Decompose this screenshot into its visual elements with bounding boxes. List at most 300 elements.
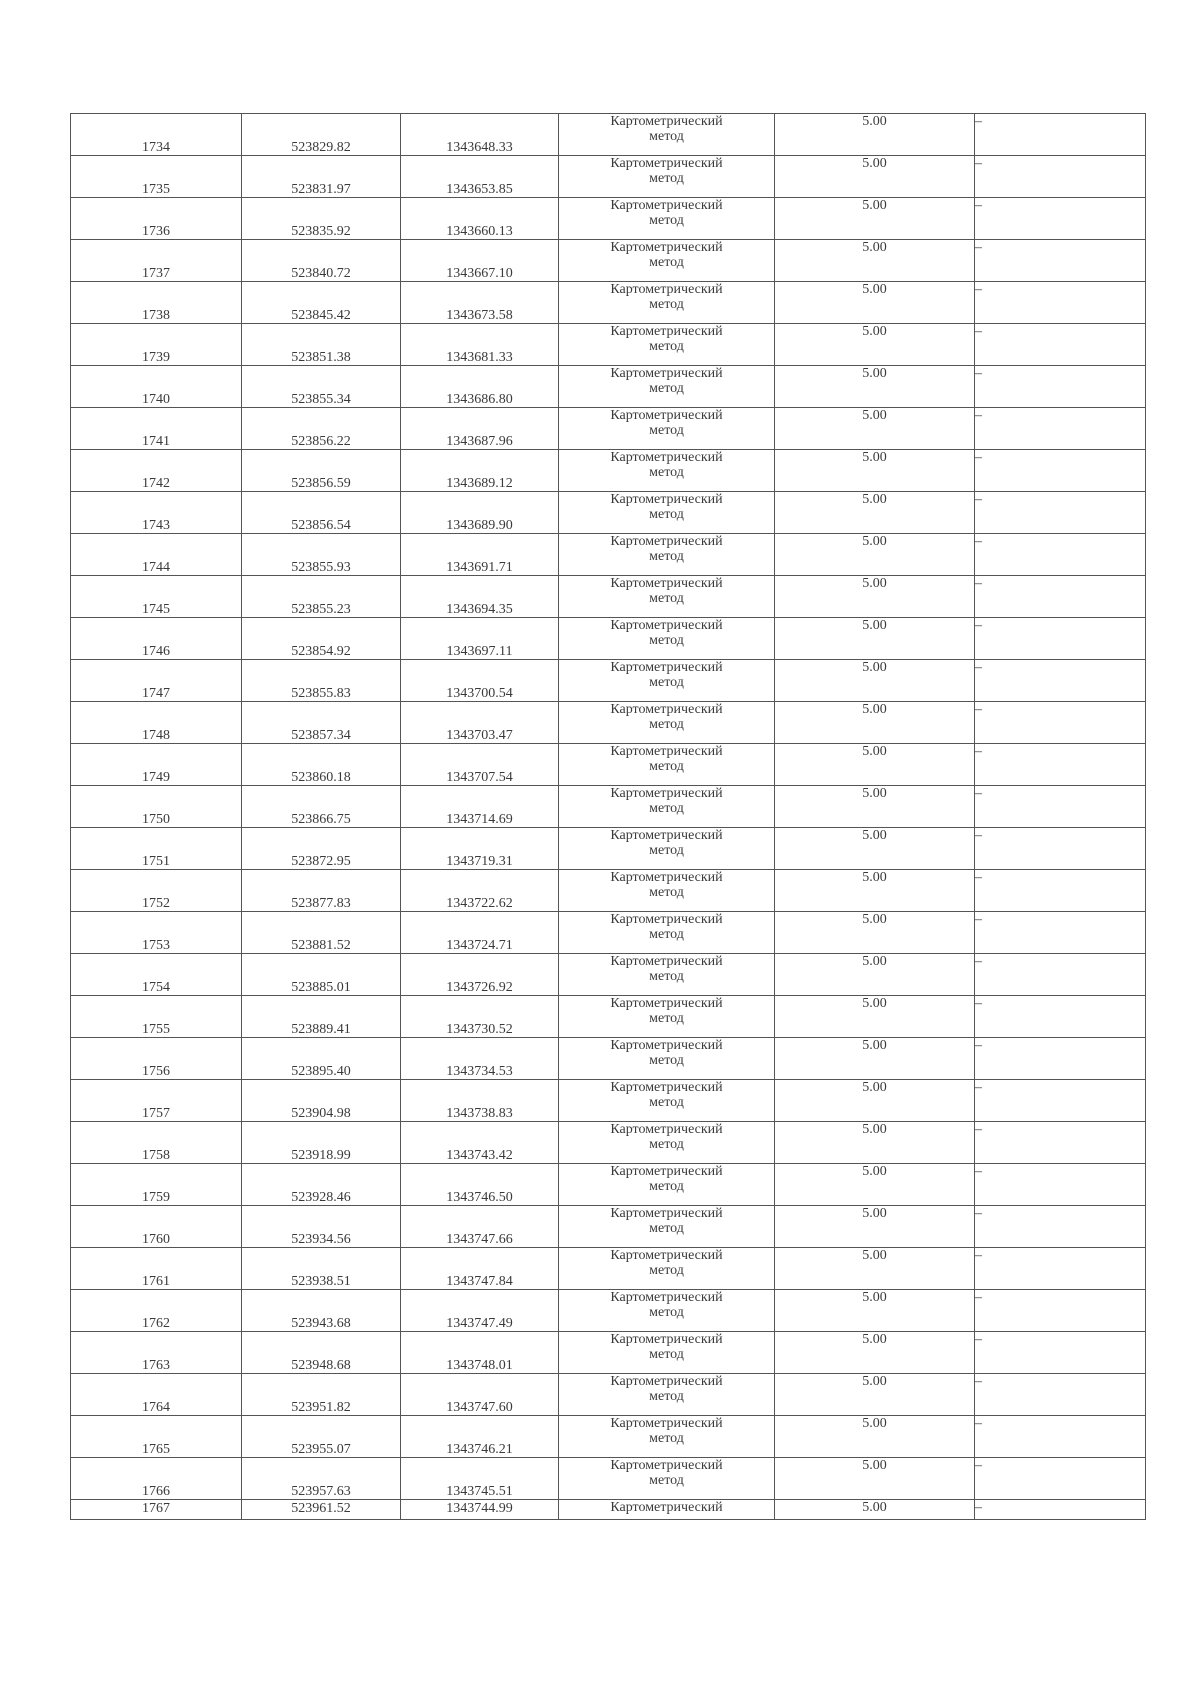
- table-row: [71, 114, 1146, 156]
- note-cell: –: [975, 282, 1146, 324]
- y-coordinate-cell: 1343746.21: [401, 1416, 559, 1458]
- point-number-cell: 1737: [71, 240, 242, 282]
- method-line-2: метод: [649, 969, 684, 984]
- precision-cell: 5.00: [775, 492, 975, 534]
- y-coordinate-cell: 1343743.42: [401, 1122, 559, 1164]
- point-number-cell: 1761: [71, 1248, 242, 1290]
- point-number-cell: 1745: [71, 576, 242, 618]
- point-number-cell: 1751: [71, 828, 242, 870]
- point-number-cell: 1750: [71, 786, 242, 828]
- note-cell: –: [975, 912, 1146, 954]
- y-coordinate-cell: 1343722.62: [401, 870, 559, 912]
- method-line-1: Картометрический: [610, 702, 723, 717]
- x-coordinate-cell: 523855.34: [242, 366, 401, 408]
- table-row: [71, 1248, 1146, 1290]
- y-coordinate-cell: 1343687.96: [401, 408, 559, 450]
- method-line-2: метод: [649, 633, 684, 648]
- point-number-cell: 1755: [71, 996, 242, 1038]
- method-cell: [559, 282, 775, 324]
- table-row: [71, 1458, 1146, 1500]
- method-cell: [559, 1248, 775, 1290]
- method-cell: [559, 1038, 775, 1080]
- precision-cell: 5.00: [775, 1332, 975, 1374]
- table-row: [71, 618, 1146, 660]
- x-coordinate-cell: 523866.75: [242, 786, 401, 828]
- precision-cell: 5.00: [775, 618, 975, 660]
- point-number-cell: 1763: [71, 1332, 242, 1374]
- table-row: [71, 576, 1146, 618]
- precision-cell: 5.00: [775, 534, 975, 576]
- method-line-1: Картометрический: [610, 1416, 723, 1431]
- point-number-cell: 1752: [71, 870, 242, 912]
- method-line-2: метод: [649, 213, 684, 228]
- y-coordinate-cell: 1343686.80: [401, 366, 559, 408]
- table-row: [71, 954, 1146, 996]
- y-coordinate-cell: 1343689.12: [401, 450, 559, 492]
- x-coordinate-cell: 523860.18: [242, 744, 401, 786]
- x-coordinate-cell: 523918.99: [242, 1122, 401, 1164]
- point-number-cell: 1756: [71, 1038, 242, 1080]
- method-line-1: Картометрический: [610, 1332, 723, 1347]
- table-row: [71, 1038, 1146, 1080]
- method-cell: [559, 366, 775, 408]
- point-number-cell: 1734: [71, 114, 242, 156]
- y-coordinate-cell: 1343748.01: [401, 1332, 559, 1374]
- precision-cell: 5.00: [775, 366, 975, 408]
- note-cell: –: [975, 534, 1146, 576]
- y-coordinate-cell: 1343714.69: [401, 786, 559, 828]
- table-row: [71, 156, 1146, 198]
- method-line-1: Картометрический: [610, 1458, 723, 1473]
- note-cell: –: [975, 1164, 1146, 1206]
- precision-cell: 5.00: [775, 1500, 975, 1520]
- method-cell: [559, 1332, 775, 1374]
- x-coordinate-cell: 523856.59: [242, 450, 401, 492]
- method-cell: [559, 1500, 775, 1520]
- table-row: [71, 870, 1146, 912]
- method-line-2: метод: [649, 1263, 684, 1278]
- method-line-1: Картометрический: [610, 1080, 723, 1095]
- precision-cell: 5.00: [775, 114, 975, 156]
- precision-cell: 5.00: [775, 744, 975, 786]
- y-coordinate-cell: 1343673.58: [401, 282, 559, 324]
- method-line-2: метод: [649, 255, 684, 270]
- x-coordinate-cell: 523851.38: [242, 324, 401, 366]
- method-cell: [559, 912, 775, 954]
- y-coordinate-cell: 1343747.60: [401, 1374, 559, 1416]
- precision-cell: 5.00: [775, 1122, 975, 1164]
- method-line-1: Картометрический: [610, 198, 723, 213]
- method-line-2: метод: [649, 1389, 684, 1404]
- table-row: [71, 282, 1146, 324]
- method-cell: [559, 1290, 775, 1332]
- y-coordinate-cell: 1343703.47: [401, 702, 559, 744]
- y-coordinate-cell: 1343746.50: [401, 1164, 559, 1206]
- method-line-1: Картометрический: [610, 1248, 723, 1263]
- precision-cell: 5.00: [775, 576, 975, 618]
- method-line-2: метод: [649, 843, 684, 858]
- note-cell: –: [975, 114, 1146, 156]
- precision-cell: 5.00: [775, 1458, 975, 1500]
- y-coordinate-cell: 1343700.54: [401, 660, 559, 702]
- method-cell: [559, 576, 775, 618]
- method-line-2: метод: [649, 381, 684, 396]
- y-coordinate-cell: 1343734.53: [401, 1038, 559, 1080]
- note-cell: –: [975, 156, 1146, 198]
- method-cell: [559, 702, 775, 744]
- method-line-1: Картометрический: [610, 954, 723, 969]
- x-coordinate-cell: 523889.41: [242, 996, 401, 1038]
- method-line-2: метод: [649, 801, 684, 816]
- method-cell: [559, 156, 775, 198]
- precision-cell: 5.00: [775, 1290, 975, 1332]
- method-cell: [559, 534, 775, 576]
- note-cell: –: [975, 450, 1146, 492]
- note-cell: –: [975, 198, 1146, 240]
- note-cell: –: [975, 1458, 1146, 1500]
- method-cell: [559, 828, 775, 870]
- precision-cell: 5.00: [775, 282, 975, 324]
- note-cell: –: [975, 744, 1146, 786]
- x-coordinate-cell: 523856.54: [242, 492, 401, 534]
- x-coordinate-cell: 523840.72: [242, 240, 401, 282]
- table-row: [71, 660, 1146, 702]
- x-coordinate-cell: 523938.51: [242, 1248, 401, 1290]
- x-coordinate-cell: 523877.83: [242, 870, 401, 912]
- x-coordinate-cell: 523854.92: [242, 618, 401, 660]
- method-line-1: Картометрический: [610, 1374, 723, 1389]
- x-coordinate-cell: 523885.01: [242, 954, 401, 996]
- note-cell: –: [975, 702, 1146, 744]
- method-line-2: метод: [649, 717, 684, 732]
- precision-cell: 5.00: [775, 1164, 975, 1206]
- y-coordinate-cell: 1343697.11: [401, 618, 559, 660]
- table-row: [71, 996, 1146, 1038]
- method-line-2: метод: [649, 885, 684, 900]
- method-line-1: Картометрический: [610, 240, 723, 255]
- method-line-1: Картометрический: [610, 324, 723, 339]
- method-line-2: метод: [649, 1095, 684, 1110]
- method-cell: [559, 408, 775, 450]
- method-line-1: Картометрический: [610, 870, 723, 885]
- method-cell: [559, 450, 775, 492]
- table-row: [71, 912, 1146, 954]
- x-coordinate-cell: 523895.40: [242, 1038, 401, 1080]
- method-line-1: Картометрический: [610, 450, 723, 465]
- table-row: [71, 702, 1146, 744]
- y-coordinate-cell: 1343730.52: [401, 996, 559, 1038]
- y-coordinate-cell: 1343660.13: [401, 198, 559, 240]
- precision-cell: 5.00: [775, 786, 975, 828]
- method-line-2: метод: [649, 1053, 684, 1068]
- method-line-2: метод: [649, 507, 684, 522]
- method-line-2: метод: [649, 423, 684, 438]
- coordinates-table-body: [71, 114, 1146, 1520]
- method-line-1: Картометрический: [610, 1164, 723, 1179]
- point-number-cell: 1764: [71, 1374, 242, 1416]
- table-row: [71, 1416, 1146, 1458]
- method-cell: [559, 198, 775, 240]
- note-cell: –: [975, 828, 1146, 870]
- table-row: [71, 534, 1146, 576]
- note-cell: –: [975, 1500, 1146, 1520]
- note-cell: –: [975, 1374, 1146, 1416]
- note-cell: –: [975, 366, 1146, 408]
- table-row: [71, 1290, 1146, 1332]
- method-line-2: метод: [649, 1137, 684, 1152]
- y-coordinate-cell: 1343719.31: [401, 828, 559, 870]
- coordinates-table: [70, 113, 1146, 1520]
- table-row: [71, 408, 1146, 450]
- y-coordinate-cell: 1343667.10: [401, 240, 559, 282]
- x-coordinate-cell: 523845.42: [242, 282, 401, 324]
- precision-cell: 5.00: [775, 408, 975, 450]
- point-number-cell: 1742: [71, 450, 242, 492]
- precision-cell: 5.00: [775, 198, 975, 240]
- method-line-2: метод: [649, 1221, 684, 1236]
- table-row: [71, 1500, 1146, 1520]
- method-cell: [559, 114, 775, 156]
- method-line-1: Картометрический: [610, 660, 723, 675]
- method-line-1: Картометрический: [610, 576, 723, 591]
- table-row: [71, 492, 1146, 534]
- point-number-cell: 1741: [71, 408, 242, 450]
- x-coordinate-cell: 523955.07: [242, 1416, 401, 1458]
- precision-cell: 5.00: [775, 954, 975, 996]
- point-number-cell: 1759: [71, 1164, 242, 1206]
- x-coordinate-cell: 523951.82: [242, 1374, 401, 1416]
- method-cell: [559, 1416, 775, 1458]
- precision-cell: 5.00: [775, 1416, 975, 1458]
- table-row: [71, 450, 1146, 492]
- note-cell: –: [975, 870, 1146, 912]
- table-row: [71, 1080, 1146, 1122]
- method-line-1: Картометрический: [610, 1290, 723, 1305]
- precision-cell: 5.00: [775, 828, 975, 870]
- note-cell: –: [975, 660, 1146, 702]
- x-coordinate-cell: 523855.93: [242, 534, 401, 576]
- method-cell: [559, 492, 775, 534]
- x-coordinate-cell: 523904.98: [242, 1080, 401, 1122]
- method-line-2: метод: [649, 1431, 684, 1446]
- method-cell: [559, 324, 775, 366]
- x-coordinate-cell: 523948.68: [242, 1332, 401, 1374]
- method-cell: [559, 1458, 775, 1500]
- precision-cell: 5.00: [775, 1374, 975, 1416]
- point-number-cell: 1749: [71, 744, 242, 786]
- y-coordinate-cell: 1343726.92: [401, 954, 559, 996]
- table-row: [71, 366, 1146, 408]
- point-number-cell: 1743: [71, 492, 242, 534]
- x-coordinate-cell: 523856.22: [242, 408, 401, 450]
- table-row: [71, 1164, 1146, 1206]
- precision-cell: 5.00: [775, 240, 975, 282]
- method-line-2: метод: [649, 1011, 684, 1026]
- table-row: [71, 1122, 1146, 1164]
- note-cell: –: [975, 618, 1146, 660]
- point-number-cell: 1767: [71, 1500, 242, 1520]
- precision-cell: 5.00: [775, 324, 975, 366]
- method-line-1: Картометрический: [610, 744, 723, 759]
- point-number-cell: 1757: [71, 1080, 242, 1122]
- note-cell: –: [975, 786, 1146, 828]
- method-line-1: Картометрический: [610, 786, 723, 801]
- precision-cell: 5.00: [775, 1206, 975, 1248]
- table-row: [71, 1332, 1146, 1374]
- method-line-1: Картометрический: [610, 1206, 723, 1221]
- y-coordinate-cell: 1343689.90: [401, 492, 559, 534]
- method-line-1: Картометрический: [610, 282, 723, 297]
- x-coordinate-cell: 523961.52: [242, 1500, 401, 1520]
- method-line-1: Картометрический: [610, 996, 723, 1011]
- x-coordinate-cell: 523881.52: [242, 912, 401, 954]
- table-row: [71, 744, 1146, 786]
- note-cell: –: [975, 1332, 1146, 1374]
- y-coordinate-cell: 1343744.99: [401, 1500, 559, 1520]
- method-line-1: Картометрический: [610, 408, 723, 423]
- note-cell: –: [975, 1080, 1146, 1122]
- point-number-cell: 1746: [71, 618, 242, 660]
- y-coordinate-cell: 1343694.35: [401, 576, 559, 618]
- point-number-cell: 1744: [71, 534, 242, 576]
- method-line-1: Картометрический: [610, 1122, 723, 1137]
- table-row: [71, 240, 1146, 282]
- point-number-cell: 1735: [71, 156, 242, 198]
- y-coordinate-cell: 1343738.83: [401, 1080, 559, 1122]
- precision-cell: 5.00: [775, 702, 975, 744]
- y-coordinate-cell: 1343747.84: [401, 1248, 559, 1290]
- x-coordinate-cell: 523957.63: [242, 1458, 401, 1500]
- method-cell: [559, 870, 775, 912]
- precision-cell: 5.00: [775, 660, 975, 702]
- point-number-cell: 1762: [71, 1290, 242, 1332]
- method-line-2: метод: [649, 339, 684, 354]
- table-row: [71, 1374, 1146, 1416]
- note-cell: –: [975, 408, 1146, 450]
- method-line-2: метод: [649, 465, 684, 480]
- note-cell: –: [975, 240, 1146, 282]
- note-cell: –: [975, 996, 1146, 1038]
- method-line-1: Картометрический: [610, 492, 723, 507]
- y-coordinate-cell: 1343724.71: [401, 912, 559, 954]
- x-coordinate-cell: 523943.68: [242, 1290, 401, 1332]
- method-line-2: метод: [649, 1179, 684, 1194]
- table-row: [71, 198, 1146, 240]
- method-line-1: Картометрический: [610, 1500, 723, 1515]
- method-line-2: метод: [649, 675, 684, 690]
- x-coordinate-cell: 523934.56: [242, 1206, 401, 1248]
- note-cell: –: [975, 324, 1146, 366]
- method-line-2: метод: [649, 549, 684, 564]
- y-coordinate-cell: 1343681.33: [401, 324, 559, 366]
- precision-cell: 5.00: [775, 870, 975, 912]
- precision-cell: 5.00: [775, 1080, 975, 1122]
- point-number-cell: 1754: [71, 954, 242, 996]
- note-cell: –: [975, 954, 1146, 996]
- x-coordinate-cell: 523831.97: [242, 156, 401, 198]
- table-row: [71, 324, 1146, 366]
- x-coordinate-cell: 523855.83: [242, 660, 401, 702]
- method-line-2: метод: [649, 171, 684, 186]
- x-coordinate-cell: 523928.46: [242, 1164, 401, 1206]
- note-cell: –: [975, 576, 1146, 618]
- x-coordinate-cell: 523835.92: [242, 198, 401, 240]
- y-coordinate-cell: 1343653.85: [401, 156, 559, 198]
- precision-cell: 5.00: [775, 1248, 975, 1290]
- method-line-1: Картометрический: [610, 618, 723, 633]
- point-number-cell: 1766: [71, 1458, 242, 1500]
- method-line-2: метод: [649, 591, 684, 606]
- point-number-cell: 1747: [71, 660, 242, 702]
- precision-cell: 5.00: [775, 450, 975, 492]
- table-row: [71, 828, 1146, 870]
- precision-cell: 5.00: [775, 1038, 975, 1080]
- point-number-cell: 1758: [71, 1122, 242, 1164]
- method-cell: [559, 1164, 775, 1206]
- y-coordinate-cell: 1343707.54: [401, 744, 559, 786]
- method-line-1: Картометрический: [610, 156, 723, 171]
- method-cell: [559, 744, 775, 786]
- note-cell: –: [975, 1416, 1146, 1458]
- note-cell: –: [975, 1206, 1146, 1248]
- method-line-1: Картометрический: [610, 114, 723, 129]
- method-line-2: метод: [649, 759, 684, 774]
- method-line-1: Картометрический: [610, 828, 723, 843]
- y-coordinate-cell: 1343648.33: [401, 114, 559, 156]
- method-cell: [559, 1122, 775, 1164]
- method-cell: [559, 660, 775, 702]
- point-number-cell: 1740: [71, 366, 242, 408]
- x-coordinate-cell: 523855.23: [242, 576, 401, 618]
- point-number-cell: 1760: [71, 1206, 242, 1248]
- method-line-2: метод: [649, 1347, 684, 1362]
- y-coordinate-cell: 1343745.51: [401, 1458, 559, 1500]
- method-cell: [559, 996, 775, 1038]
- method-line-1: Картометрический: [610, 912, 723, 927]
- method-cell: [559, 954, 775, 996]
- method-line-1: Картометрический: [610, 366, 723, 381]
- precision-cell: 5.00: [775, 996, 975, 1038]
- note-cell: –: [975, 1122, 1146, 1164]
- precision-cell: 5.00: [775, 156, 975, 198]
- table-row: [71, 786, 1146, 828]
- method-line-1: Картометрический: [610, 1038, 723, 1053]
- method-cell: [559, 240, 775, 282]
- y-coordinate-cell: 1343747.49: [401, 1290, 559, 1332]
- point-number-cell: 1736: [71, 198, 242, 240]
- precision-cell: 5.00: [775, 912, 975, 954]
- y-coordinate-cell: 1343747.66: [401, 1206, 559, 1248]
- method-line-2: метод: [649, 297, 684, 312]
- method-line-2: метод: [649, 927, 684, 942]
- method-line-2: метод: [649, 1305, 684, 1320]
- y-coordinate-cell: 1343691.71: [401, 534, 559, 576]
- point-number-cell: 1765: [71, 1416, 242, 1458]
- table-row: [71, 1206, 1146, 1248]
- method-cell: [559, 786, 775, 828]
- note-cell: –: [975, 1248, 1146, 1290]
- note-cell: –: [975, 1290, 1146, 1332]
- x-coordinate-cell: 523829.82: [242, 114, 401, 156]
- method-cell: [559, 618, 775, 660]
- point-number-cell: 1739: [71, 324, 242, 366]
- method-cell: [559, 1080, 775, 1122]
- method-cell: [559, 1374, 775, 1416]
- point-number-cell: 1738: [71, 282, 242, 324]
- x-coordinate-cell: 523872.95: [242, 828, 401, 870]
- method-line-1: Картометрический: [610, 534, 723, 549]
- point-number-cell: 1748: [71, 702, 242, 744]
